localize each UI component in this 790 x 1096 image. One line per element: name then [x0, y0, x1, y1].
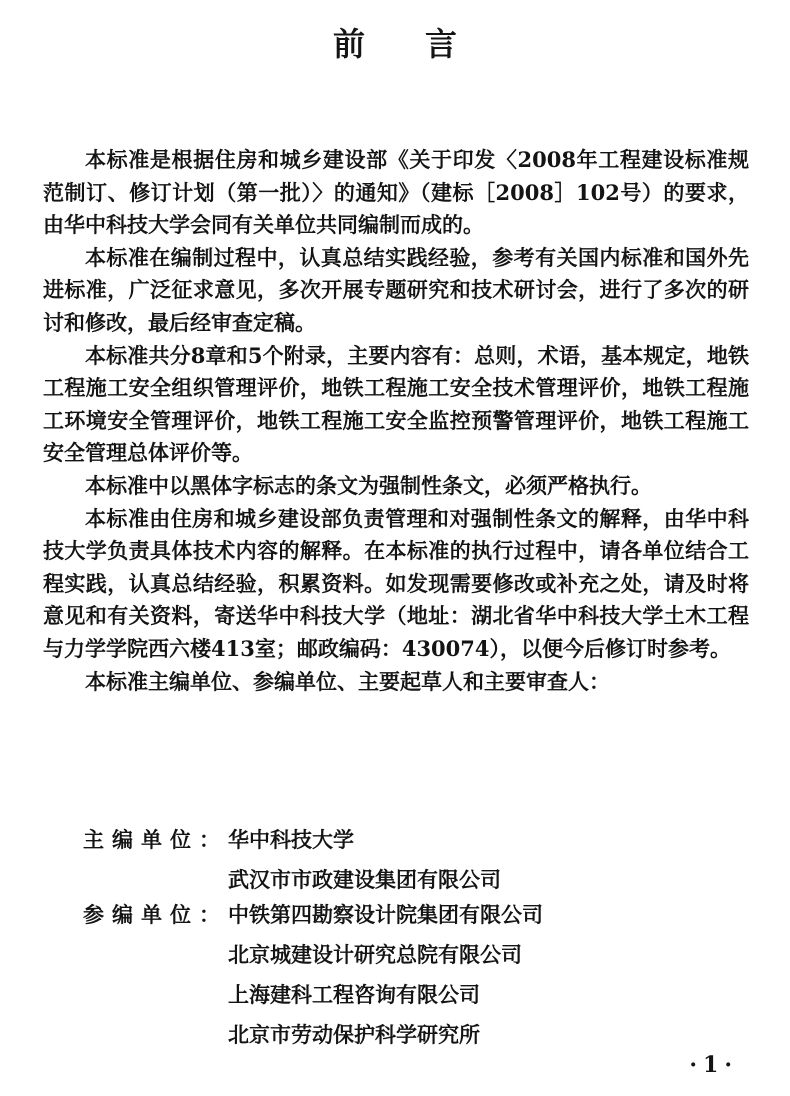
organization: 武汉市市政建设集团有限公司 — [228, 867, 501, 892]
paragraph: 本标准是根据住房和城乡建设部《关于印发〈2008年工程建设标准规范制订、修订计划（第一批）〉的通知》（建标［2008］102号）的要求，由华中科技大学会同有关单位共同编制而成的。 — [43, 147, 749, 238]
chief-editor-section — [43, 820, 749, 900]
paragraph: 本标准在编制过程中，认真总结实践经验，参考有关国内标准和国外先进标准，广泛征求意见，多次开展专题研究和技术研讨会，进行了多次的研讨和修改，最后经审查定稿。 — [43, 244, 749, 335]
chief-editor-label: 主编单位： — [83, 828, 228, 852]
organization: 中铁第四勘察设计院集团有限公司 — [228, 902, 543, 927]
page-number: ·1· — [689, 1052, 738, 1078]
paragraph: 本标准由住房和城乡建设部负责管理和对强制性条文的解释，由华中科技大学负责具体技术内容的解释。在本标准的执行过程中，请各单位结合工程实践，认真总结经验，积累资料。如发现需要修改或补充之处，请及时将意见和有关资料，寄送华中科技大学（地址：湖北省华中科技大学土木工程与力学学院西六楼413室；邮政编码：430074），以便今后修订时参考。 — [43, 505, 749, 661]
organization: 北京城建设计研究总院有限公司 — [228, 942, 522, 967]
roster-row — [43, 895, 749, 935]
roster-row — [43, 860, 749, 900]
preface-body — [43, 144, 749, 698]
organization: 北京市劳动保护科学研究所 — [228, 1022, 480, 1047]
roster-row — [43, 1015, 749, 1055]
roster-row — [43, 935, 749, 975]
organization: 上海建科工程咨询有限公司 — [228, 982, 480, 1007]
page-title: 前言 — [332, 25, 517, 63]
paragraph: 本标准共分8章和5个附录，主要内容有：总则，术语，基本规定，地铁工程施工安全组织管理评价，地铁工程施工安全技术管理评价，地铁工程施工环境安全管理评价，地铁工程施工安全监控预警管理评价，地铁工程施工安全管理总体评价等。 — [43, 342, 749, 466]
organization: 华中科技大学 — [228, 827, 354, 852]
co-editor-section — [43, 895, 749, 1055]
paragraph: 本标准主编单位、参编单位、主要起草人和主要审查人： — [85, 668, 610, 694]
roster-row — [43, 820, 749, 860]
paragraph: 本标准中以黑体字标志的条文为强制性条文，必须严格执行。 — [85, 472, 652, 498]
roster-row — [43, 975, 749, 1015]
co-editor-label: 参编单位： — [83, 903, 228, 927]
